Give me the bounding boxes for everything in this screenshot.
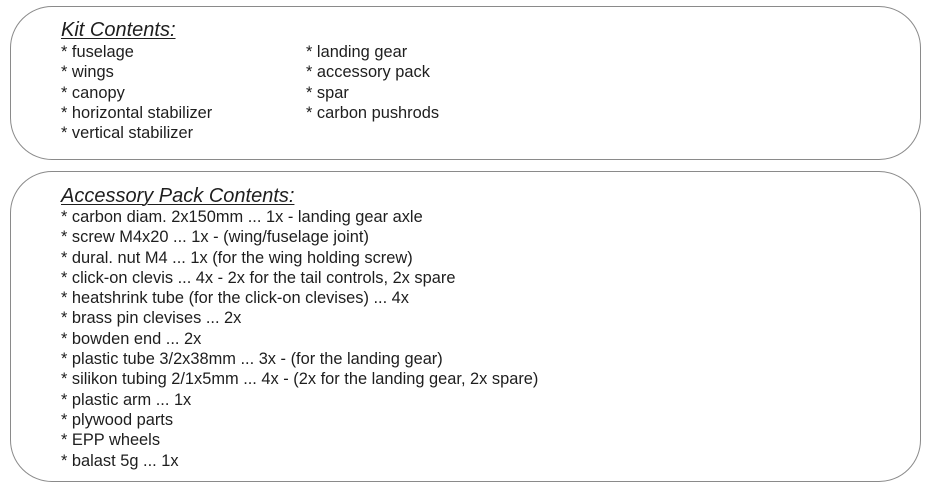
accessory-item: * carbon diam. 2x150mm ... 1x - landing gear axle — [61, 208, 423, 226]
kit-item: * canopy — [61, 83, 125, 102]
kit-item: * spar — [306, 83, 349, 102]
kit-item: * accessory pack — [306, 63, 430, 82]
kit-contents-heading: Kit Contents: — [61, 19, 176, 41]
accessory-pack-list — [61, 207, 538, 471]
accessory-item: * heatshrink tube (for the click-on clevises) ... 4x — [61, 289, 409, 308]
kit-item: * wings — [61, 63, 114, 82]
accessory-item: * plastic arm ... 1x — [61, 390, 192, 409]
kit-contents-column-1 — [61, 42, 212, 143]
accessory-item: * click-on clevis ... 4x - 2x for the tail controls, 2x spare — [61, 268, 456, 287]
kit-item: * fuselage — [61, 43, 134, 61]
accessory-item: * plywood parts — [61, 410, 174, 429]
accessory-item: * balast 5g ... 1x — [61, 451, 179, 470]
accessory-item: * bowden end ... 2x — [61, 329, 202, 348]
accessory-item: * dural. nut M4 ... 1x (for the wing holding screw) — [61, 248, 413, 267]
kit-item: * vertical stabilizer — [61, 124, 194, 143]
accessory-item: * silikon tubing 2/1x5mm ... 4x - (2x for the landing gear, 2x spare) — [61, 370, 539, 389]
accessory-pack-panel — [10, 171, 921, 482]
kit-item: * carbon pushrods — [306, 103, 440, 122]
accessory-item: * plastic tube 3/2x38mm ... 3x - (for the landing gear) — [61, 350, 443, 369]
kit-contents-panel — [10, 6, 921, 160]
kit-item: * landing gear — [306, 43, 408, 61]
accessory-pack-heading: Accessory Pack Contents: — [61, 185, 295, 207]
kit-item: * horizontal stabilizer — [61, 103, 213, 122]
kit-contents-column-2 — [306, 42, 439, 123]
accessory-item: * brass pin clevises ... 2x — [61, 309, 242, 328]
accessory-item: * EPP wheels — [61, 431, 161, 450]
accessory-item: * screw M4x20 ... 1x - (wing/fuselage joint) — [61, 228, 369, 247]
